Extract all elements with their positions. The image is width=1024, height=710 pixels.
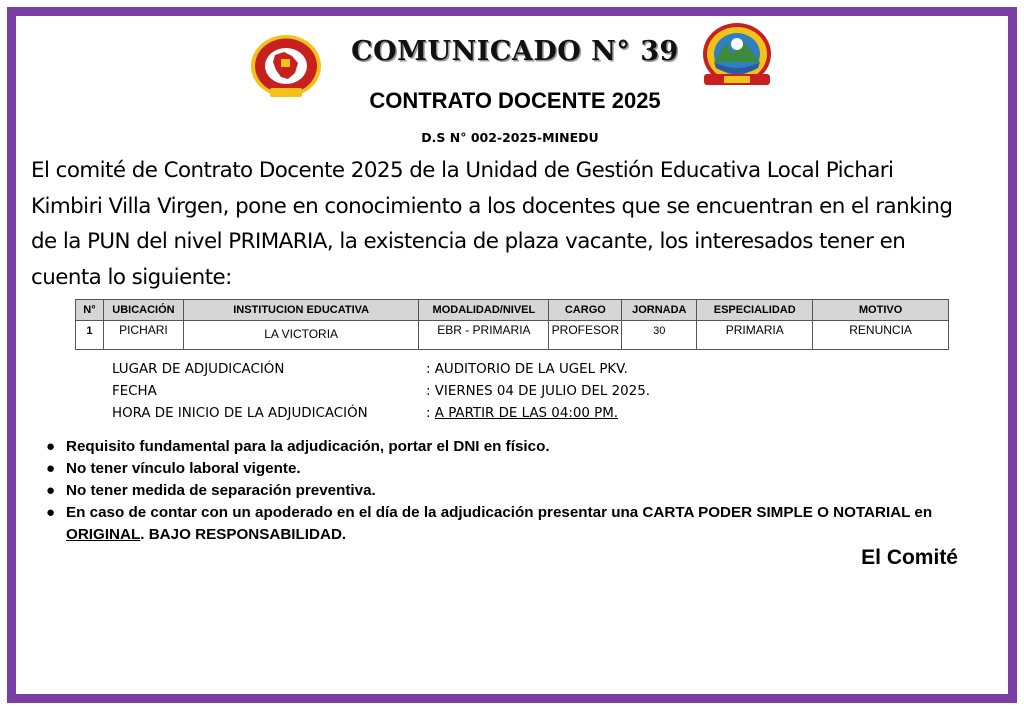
vacancy-table [75,299,949,350]
cell-hours: 30 [622,321,697,350]
list-item [44,502,964,546]
column-header-school: INSTITUCION EDUCATIVA [183,300,419,321]
column-header-position: CARGO [549,300,622,321]
requirement-emphasis: ORIGINAL [66,526,141,543]
bullet-icon: ● [46,460,56,477]
cell-reason: RENUNCIA [813,321,949,350]
intro-paragraph: El comité de Contrato Docente 2025 de la Unidad de Gestión Educativa Local Pichari Kimbiri Villa Virgen, pone en conocimiento a los docentes que se encuentran en el ranking de la PUN del nivel PRIMARIA, la existencia de plaza vacante, los interesados tener en cuenta lo siguiente: [31,158,953,291]
column-header-specialty: ESPECIALIDAD [697,300,813,321]
cell-modality: EBR - PRIMARIA [419,321,549,350]
cell-location: PICHARI [103,321,183,350]
page-subtitle: CONTRATO DOCENTE 2025 [369,88,661,113]
cell-number: 1 [76,321,104,350]
column-header-number: N° [76,300,104,321]
column-header-reason: MOTIVO [813,300,949,321]
requirement-text: No tener medida de separación preventiva. [66,482,376,499]
column-header-location: UBICACIÓN [103,300,183,321]
date-label: FECHA [112,384,157,399]
bullet-icon: ● [46,482,56,499]
table-header-row [76,300,949,321]
list-item [44,458,964,480]
bullet-icon: ● [46,438,56,455]
time-value: A PARTIR DE LAS 04:00 PM. [434,406,619,421]
location-label: LUGAR DE ADJUDICACIÓN [112,362,285,377]
table-row [76,321,949,350]
decree-reference: D.S N° 002-2025-MINEDU [421,130,599,145]
requirement-text: Requisito fundamental para la adjudicación, portar el DNI en físico. [66,438,550,455]
requirement-text: No tener vínculo laboral vigente. [66,460,301,477]
requirements-list [44,436,964,546]
page-title: COMUNICADO N° 39 [351,36,679,67]
list-item [44,480,964,502]
requirement-text: En caso de contar con un apoderado en el día de la adjudicación presentar una CARTA PODER SIMPLE O NOTARIAL en [66,504,933,521]
column-header-hours: JORNADA [622,300,697,321]
date-value: : VIERNES 04 DE JULIO DEL 2025. [426,384,650,399]
list-item [44,436,964,458]
cell-position: PROFESOR [549,321,622,350]
cell-school: LA VICTORIA [183,321,419,350]
signature: El Comité [861,546,958,569]
requirement-text-end: . BAJO RESPONSABILIDAD. [140,526,347,543]
cell-specialty: PRIMARIA [697,321,813,350]
bullet-icon: ● [46,504,56,521]
location-value: : AUDITORIO DE LA UGEL PKV. [426,362,628,377]
time-label: HORA DE INICIO DE LA ADJUDICACIÓN [112,406,368,421]
time-prefix: : [426,406,435,421]
column-header-modality: MODALIDAD/NIVEL [419,300,549,321]
time-value-wrapper [426,403,618,425]
